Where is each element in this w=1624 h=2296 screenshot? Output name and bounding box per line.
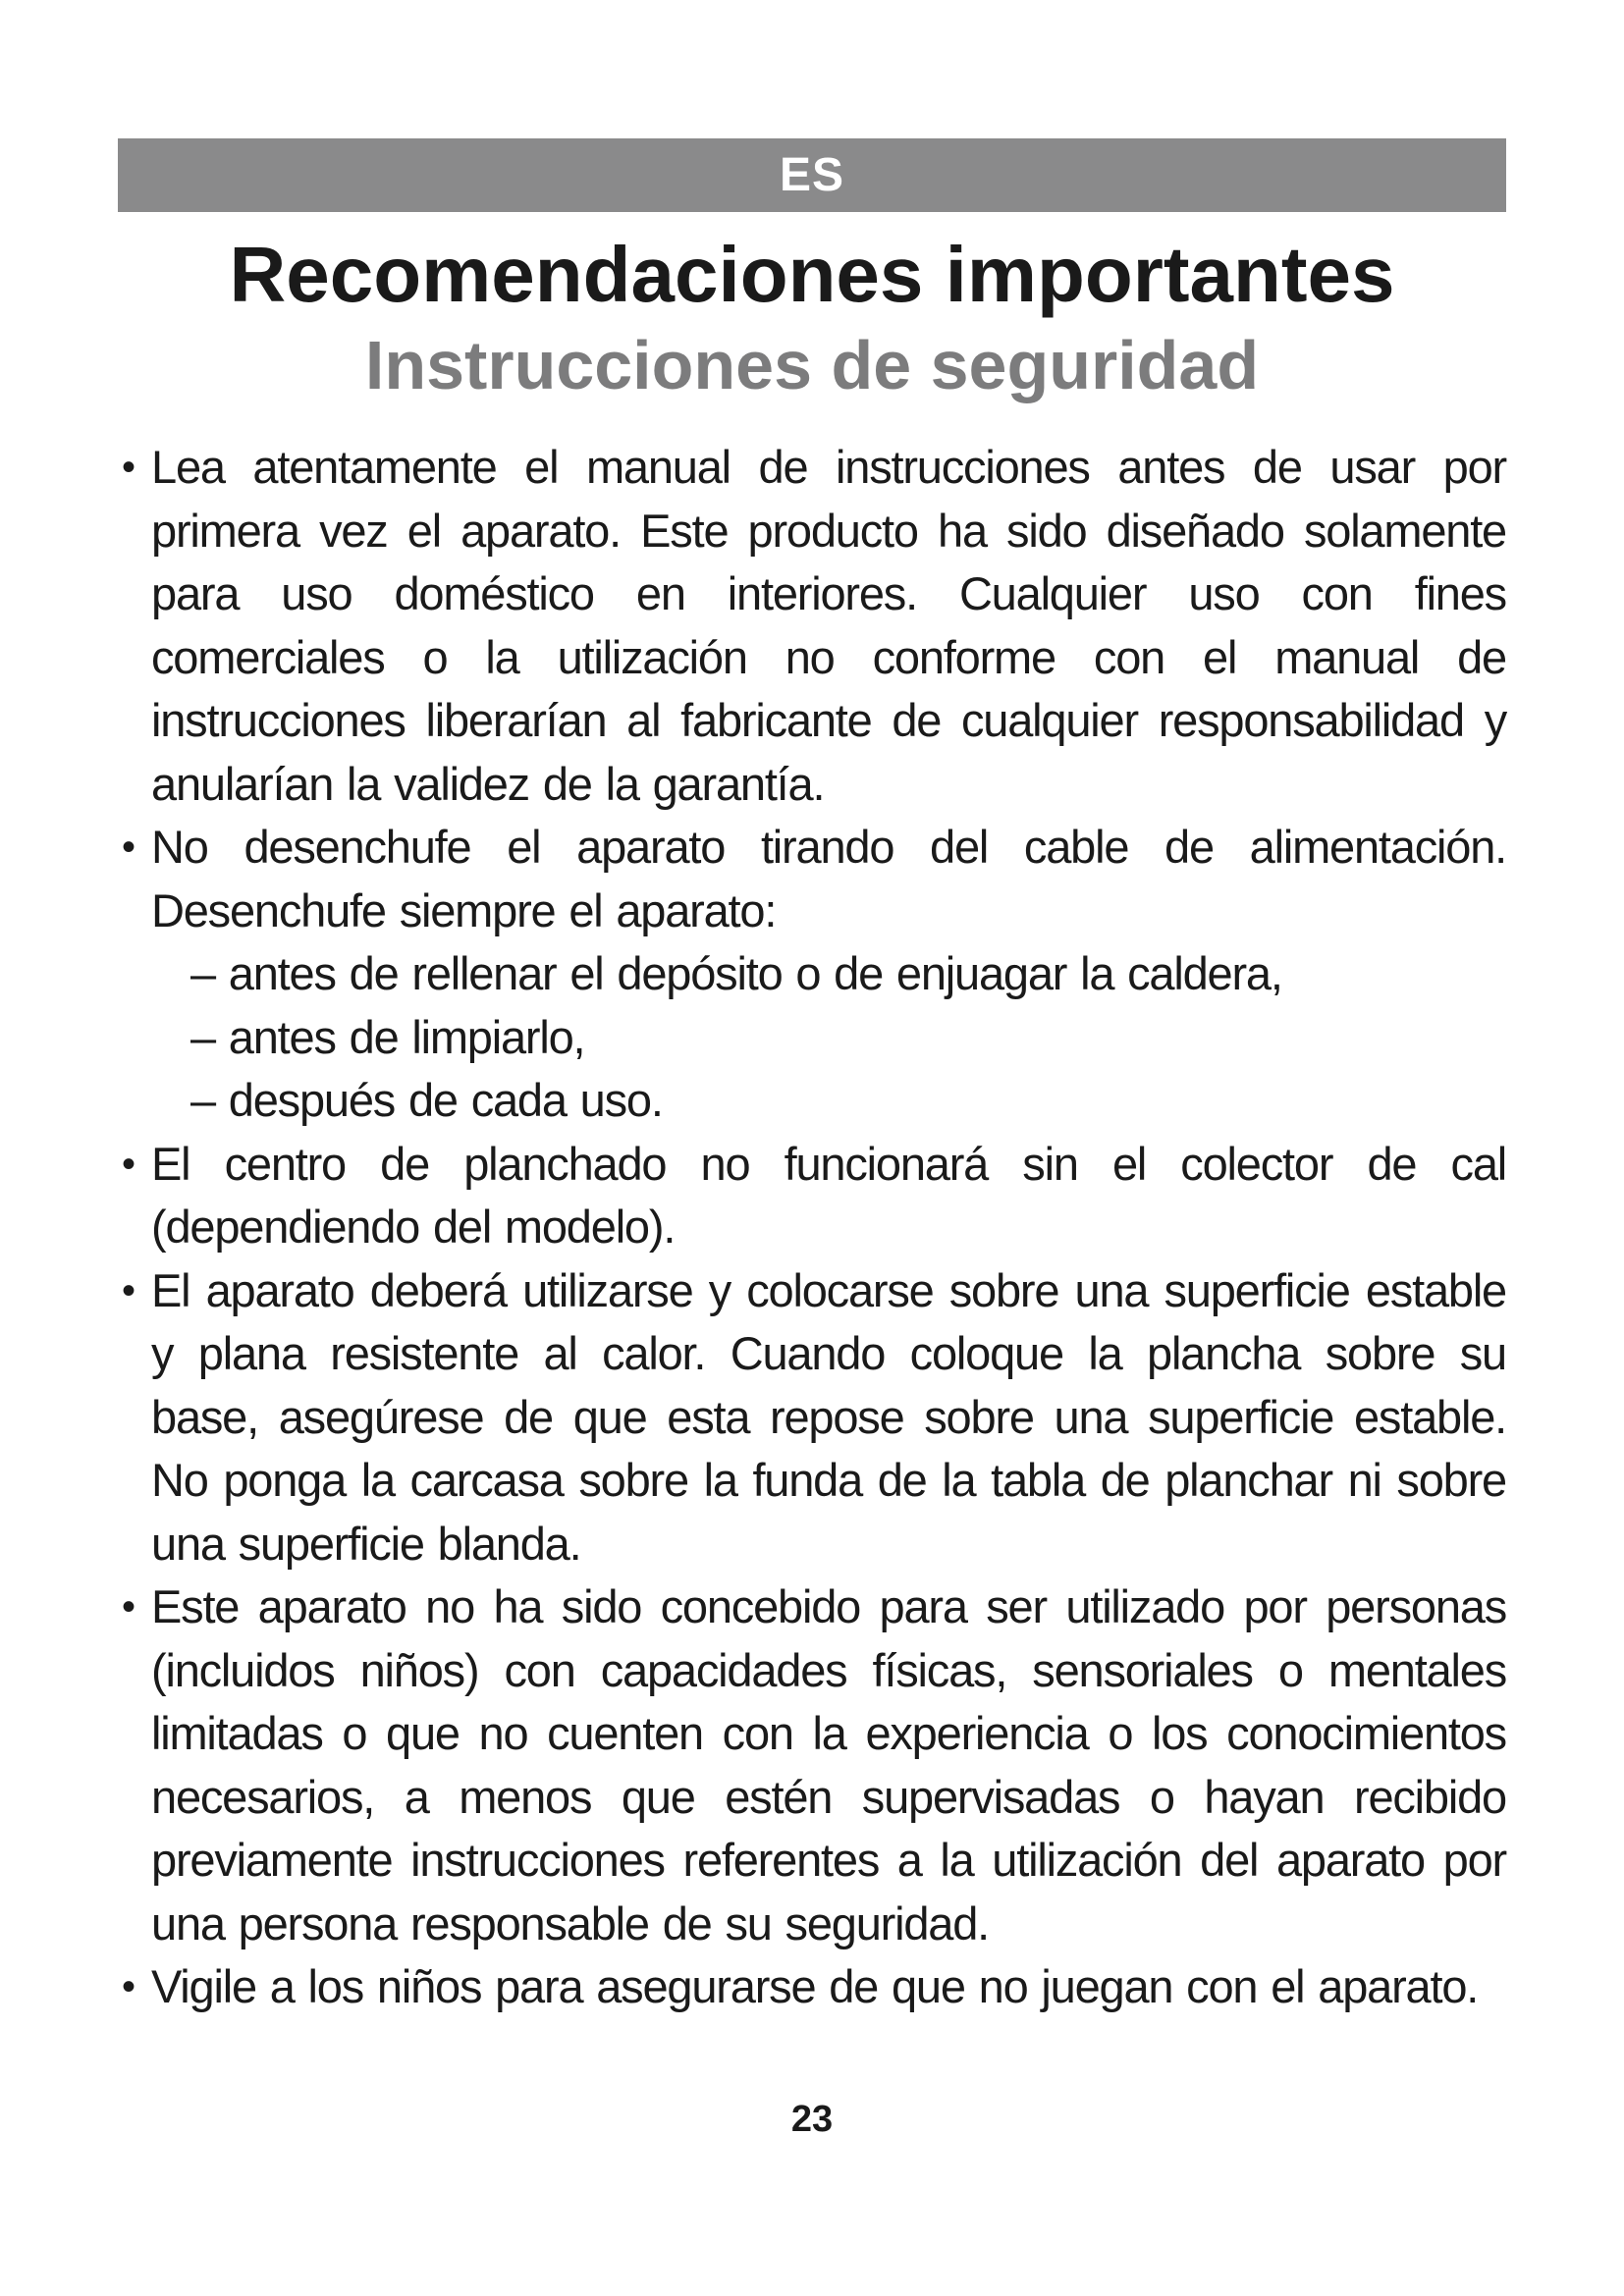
instruction-item	[118, 1575, 1506, 1955]
safety-instructions	[118, 436, 1506, 2019]
bullet-icon: •	[122, 1268, 135, 1312]
sub-list-item: – antes de limpiarlo,	[190, 1010, 585, 1063]
page-title: Recomendaciones importantes	[229, 231, 1395, 318]
bullet-icon: •	[122, 826, 135, 869]
bullet-icon: •	[122, 1142, 135, 1186]
instruction-text: Lea atentamente el manual de instrucciones antes de usar por primera vez el aparato. Este producto ha sido diseñado solamente para uso doméstico en interiores. Cualquier uso con fines comerciales o la utilización no conforme con el manual de instrucciones liberarían al fabricante de cualquier responsabilidad y anularían la validez de la garantía.	[151, 441, 1506, 810]
bullet-icon: •	[122, 1585, 135, 1629]
sub-list-item: – antes de rellenar el depósito o de enjuagar la caldera,	[190, 947, 1282, 999]
instruction-item	[118, 1133, 1506, 1259]
language-code: ES	[779, 149, 845, 201]
instruction-text: Vigile a los niños para asegurarse de que no juegan con el aparato.	[151, 1960, 1479, 2012]
instruction-text: No desenchufe el aparato tirando del cable de alimentación. Desenchufe siempre el aparato:	[151, 821, 1506, 936]
language-bar	[118, 138, 1506, 212]
bullet-icon: •	[122, 446, 135, 489]
instruction-item	[118, 436, 1506, 816]
bullet-icon: •	[122, 1965, 135, 2008]
sub-list	[151, 942, 1506, 1133]
sub-list-item: – después de cada uso.	[190, 1074, 663, 1126]
instruction-text: El centro de planchado no funcionará sin el colector de cal (dependiendo del modelo).	[151, 1137, 1506, 1253]
instruction-text: El aparato deberá utilizarse y colocarse sobre una superficie estable y plana resistente al calor. Cuando coloque la plancha sobre su base, asegúrese de que esta repose sobre una superficie estable. No ponga la carcasa sobre la funda de la tabla de planchar ni sobre una superficie blanda.	[151, 1263, 1506, 1570]
page-subtitle: Instrucciones de seguridad	[364, 327, 1260, 403]
instruction-item	[118, 1955, 1506, 2019]
instruction-text: Este aparato no ha sido concebido para ser utilizado por personas (incluidos niños) con capacidades físicas, sensoriales o mentales limitadas o que no cuenten con la experiencia o los conocimientos necesarios, a menos que estén supervisadas o hayan recibido previamente instrucciones referentes a la utilización del aparato por una persona responsable de su seguridad.	[151, 1580, 1506, 1949]
instruction-list	[118, 436, 1506, 2019]
instruction-item	[118, 1259, 1506, 1576]
page-number: 23	[790, 2099, 834, 2140]
instruction-item	[118, 816, 1506, 1133]
